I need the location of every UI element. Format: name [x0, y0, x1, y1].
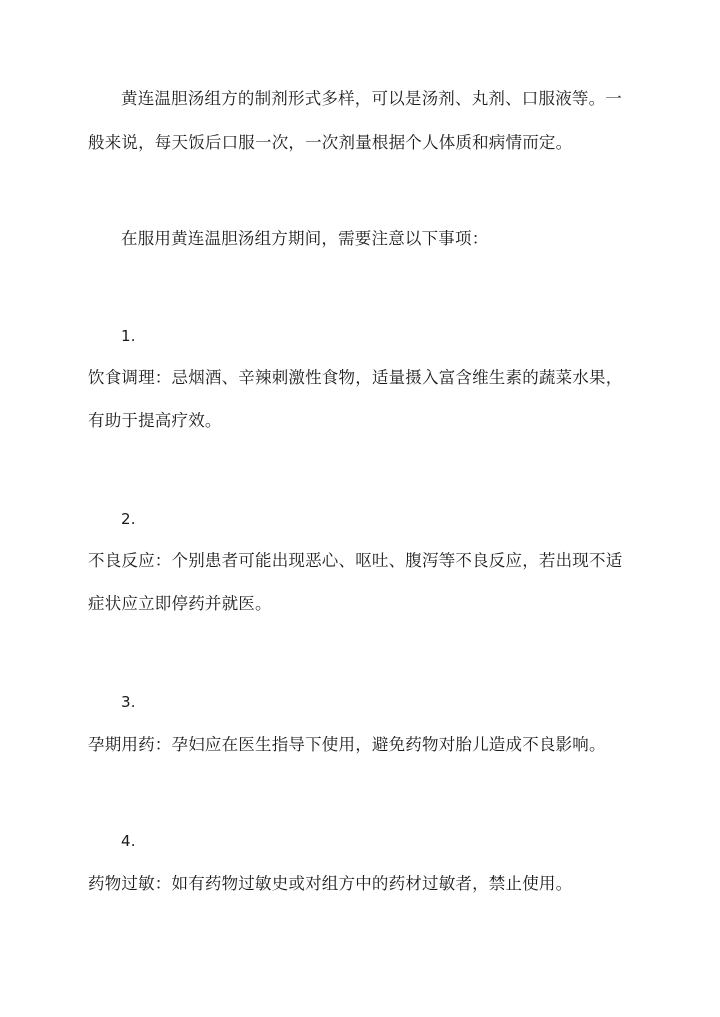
- list-item-1-line-1: 饮食调理：忌烟酒、辛辣刺激性食物，适量摄入富含维生素的蔬菜水果，: [88, 368, 623, 387]
- list-item-2-line-1: 不良反应：个别患者可能出现恶心、呕吐、腹泻等不良反应，若出现不适: [88, 551, 623, 570]
- list-item-number-1: 1.: [121, 327, 136, 345]
- list-item-4-line-1: 药物过敏：如有药物过敏史或对组方中的药材过敏者，禁止使用。: [88, 874, 573, 893]
- list-item-3-line-1: 孕期用药：孕妇应在医生指导下使用，避免药物对胎儿造成不良影响。: [88, 735, 606, 754]
- notice-heading: 在服用黄连温胆汤组方期间，需要注意以下事项：: [121, 229, 489, 248]
- list-item-2-line-2: 症状应立即停药并就医。: [88, 594, 272, 613]
- intro-paragraph-line-1: 黄连温胆汤组方的制剂形式多样，可以是汤剂、丸剂、口服液等。一: [121, 89, 622, 108]
- list-item-number-4: 4.: [121, 832, 136, 850]
- list-item-number-3: 3.: [121, 693, 136, 711]
- list-item-1-line-2: 有助于提高疗效。: [88, 411, 222, 430]
- intro-paragraph-line-2: 般来说，每天饭后口服一次，一次剂量根据个人体质和病情而定。: [88, 133, 573, 152]
- list-item-number-2: 2.: [121, 510, 136, 528]
